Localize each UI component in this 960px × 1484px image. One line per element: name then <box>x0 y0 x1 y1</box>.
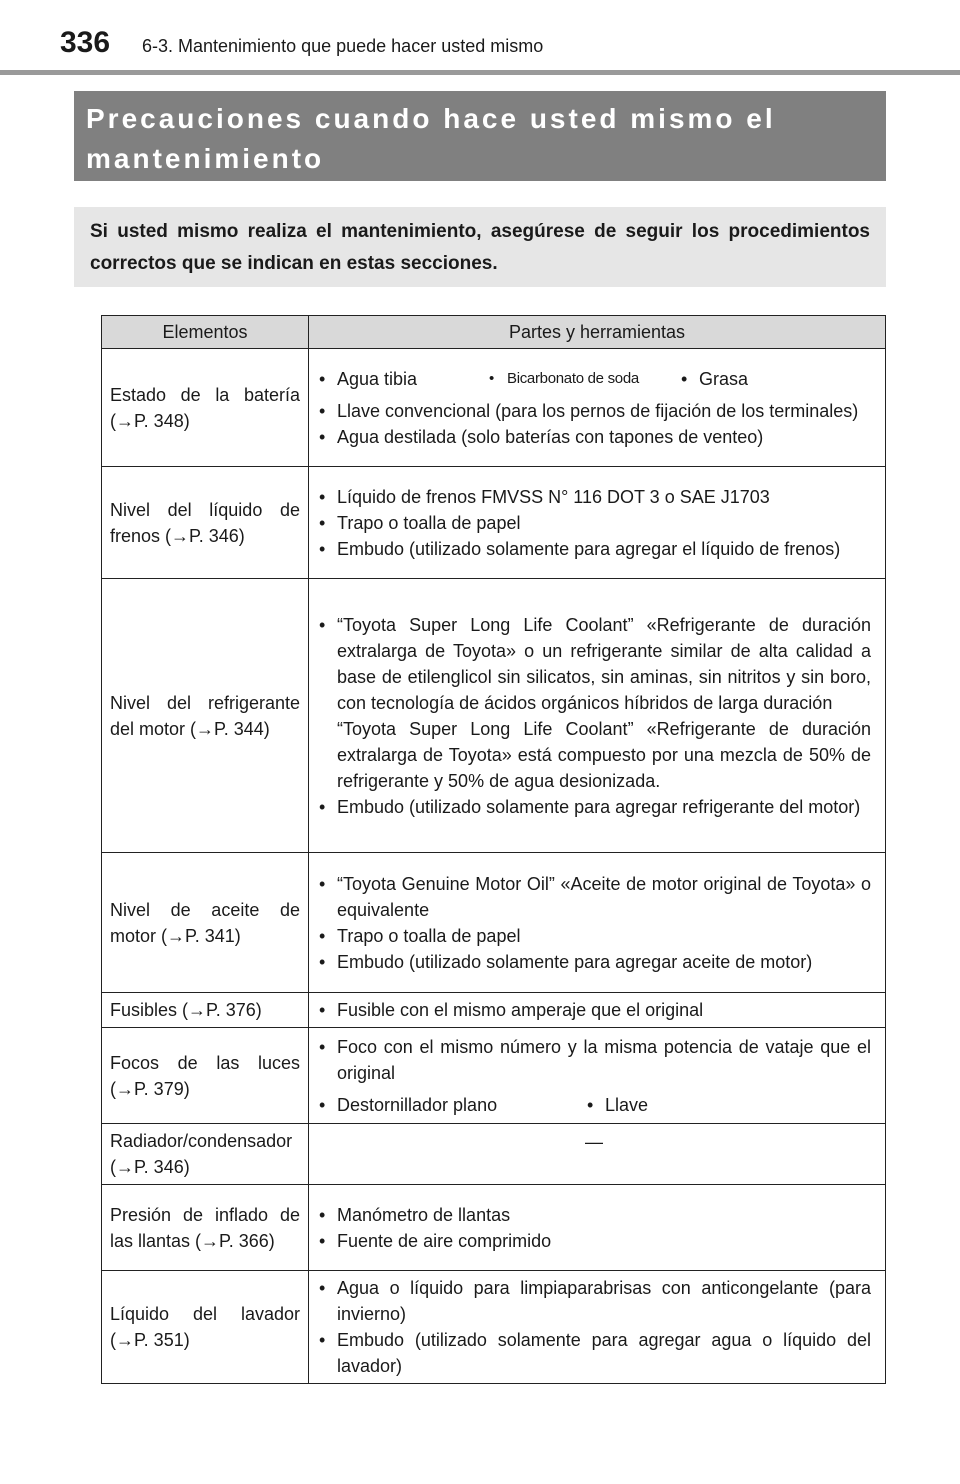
list-item: • Manómetro de llantas <box>317 1202 871 1228</box>
table-row <box>102 467 886 579</box>
column-header-elements: Elementos <box>102 316 309 349</box>
list-item: • Trapo o toalla de papel <box>317 923 871 949</box>
element-cell: Estado de la batería (→P. 348) <box>102 349 309 467</box>
table-row <box>102 579 886 853</box>
header-rule <box>0 70 960 75</box>
parts-list <box>317 1202 871 1254</box>
parts-list <box>317 871 871 975</box>
table-row <box>102 1124 886 1185</box>
list-item: • Llave <box>585 1092 648 1118</box>
list-item: • Foco con el mismo número y la misma potencia de vataje que el original <box>317 1034 871 1086</box>
list-item: • Bicarbonato de soda <box>487 366 679 392</box>
element-cell: Líquido del lavador (→P. 351) <box>102 1271 309 1384</box>
parts-list <box>317 1275 871 1379</box>
parts-cell <box>309 993 886 1028</box>
list-item: • Grasa <box>679 366 748 392</box>
element-cell: Presión de inflado de las llantas (→P. 366) <box>102 1185 309 1271</box>
list-item: • Fusible con el mismo amperaje que el original <box>317 997 871 1023</box>
coolant-description: “Toyota Super Long Life Coolant” «Refrigerante de duración extralarga de Toyota» o un refrigerante similar de alta calidad a base de etilenglicol sin silicatos, sin aminas, sin nitritos y sin boro, con tecnología de ácidos orgánicos híbridos de larga duración <box>337 614 871 713</box>
parts-cell <box>309 467 886 579</box>
list-item: • Llave convencional (para los pernos de fijación de los terminales) <box>317 398 871 424</box>
list-item: • Agua destilada (solo baterías con tapones de venteo) <box>317 424 871 450</box>
element-cell: Nivel del líquido de frenos (→P. 346) <box>102 467 309 579</box>
table-header-row <box>102 316 886 349</box>
table-row <box>102 993 886 1028</box>
parts-list <box>317 484 871 562</box>
list-item: • Líquido de frenos FMVSS N° 116 DOT 3 o SAE J1703 <box>317 484 871 510</box>
parts-cell <box>309 853 886 993</box>
table-row <box>102 349 886 467</box>
element-cell: Focos de las luces (→P. 379) <box>102 1028 309 1124</box>
list-item: • Embudo (utilizado solamente para agregar aceite de motor) <box>317 949 871 975</box>
element-cell: Radiador/condensador (→P. 346) <box>102 1124 309 1185</box>
table-row <box>102 853 886 993</box>
list-item: • Agua o líquido para limpiaparabrisas con anticongelante (para invierno) <box>317 1275 871 1327</box>
table-row <box>102 1185 886 1271</box>
parts-cell <box>309 579 886 853</box>
list-item: • Agua tibia <box>317 366 487 392</box>
inline-items <box>317 366 871 392</box>
list-item: • Embudo (utilizado solamente para agregar agua o líquido del lavador) <box>317 1327 871 1379</box>
parts-cell <box>309 1271 886 1384</box>
list-item: • “Toyota Genuine Motor Oil” «Aceite de motor original de Toyota» o equivalente <box>317 871 871 923</box>
inline-items <box>317 1092 871 1118</box>
empty-dash: — <box>585 1132 603 1152</box>
element-cell: Fusibles (→P. 376) <box>102 993 309 1028</box>
list-item: • Embudo (utilizado solamente para agregar el líquido de frenos) <box>317 536 871 562</box>
maintenance-table <box>101 315 886 1384</box>
title-line-1: Precauciones cuando hace usted mismo el <box>86 103 776 134</box>
parts-cell <box>309 1185 886 1271</box>
table-row <box>102 1028 886 1124</box>
section-label: 6-3. Mantenimiento que puede hacer usted mismo <box>142 36 544 56</box>
title-banner <box>74 91 886 181</box>
list-item: • Destornillador plano <box>317 1092 585 1118</box>
list-item: • Embudo (utilizado solamente para agregar refrigerante del motor) <box>317 794 871 820</box>
list-item: • Fuente de aire comprimido <box>317 1228 871 1254</box>
title-line-2: mantenimiento <box>86 143 325 174</box>
parts-list <box>317 1034 871 1086</box>
parts-list <box>317 997 871 1023</box>
element-cell: Nivel del refrigerante del motor (→P. 344) <box>102 579 309 853</box>
coolant-note: “Toyota Super Long Life Coolant” «Refrigerante de duración extralarga de Toyota» está compuesto por una mezcla de 50% de refrigerante y 50% de agua desionizada. <box>337 718 871 791</box>
list-item <box>317 612 871 794</box>
table-row <box>102 1271 886 1384</box>
intro-box: Si usted mismo realiza el mantenimiento, asegúrese de seguir los procedimientos correctos que se indican en estas secciones. <box>74 207 886 287</box>
list-item: • Trapo o toalla de papel <box>317 510 871 536</box>
parts-cell <box>309 349 886 467</box>
parts-list <box>317 398 871 450</box>
column-header-parts: Partes y herramientas <box>309 316 886 349</box>
parts-cell <box>309 1028 886 1124</box>
parts-cell <box>309 1124 886 1185</box>
parts-list <box>317 612 871 820</box>
element-cell: Nivel de aceite de motor (→P. 341) <box>102 853 309 993</box>
page-number: 336 <box>60 26 111 59</box>
